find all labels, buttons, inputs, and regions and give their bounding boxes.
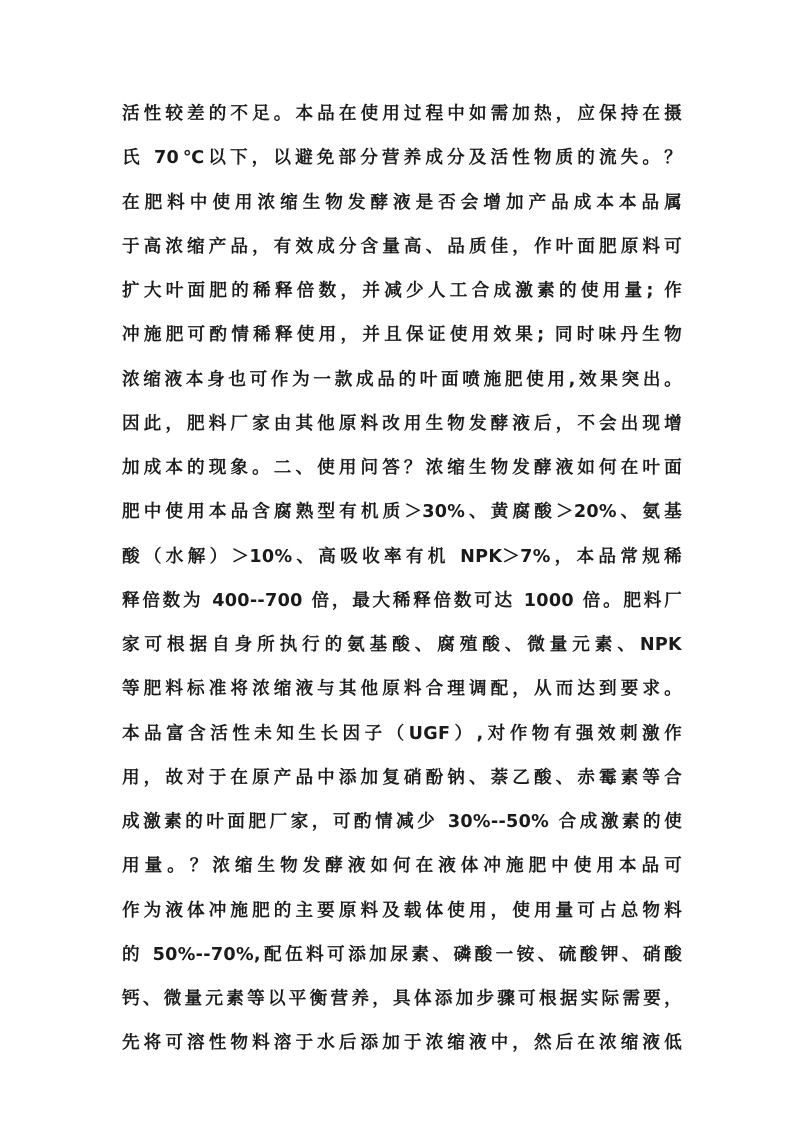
text-line: 释倍数为 400--700 倍，最大稀释倍数可达 1000 倍。肥料厂 (122, 590, 682, 611)
text-line: 活性较差的不足。本品在使用过程中如需加热，应保持在摄 (122, 104, 682, 124)
text-line: 成激素的叶面肥厂家，可酌情减少 30%--50% 合成激素的使 (122, 812, 682, 832)
text-line: 作为液体冲施肥的主要原料及载体使用，使用量可占总物料 (122, 900, 682, 921)
text-line: 冲施肥可酌情稀释使用，并且保证使用效果; 同时味丹生物 (122, 325, 682, 346)
text-line: 酸（水解）＞10%、高吸收率有机 NPK＞7%，本品常规稀 (122, 546, 682, 567)
text-line: 加成本的现象。二、使用问答？浓缩生物发酵液如何在叶面 (122, 458, 682, 478)
text-line: 在肥料中使用浓缩生物发酵液是否会增加产品成本本品属 (122, 192, 682, 213)
text-line: 用，故对于在原产品中添加复硝酚钠、萘乙酸、赤霉素等合 (122, 767, 682, 788)
body-paragraph (122, 92, 682, 1066)
text-line: 用量。？浓缩生物发酵液如何在液体冲施肥中使用本品可 (122, 856, 682, 877)
text-line: 先将可溶性物料溶于水后添加于浓缩液中，然后在浓缩液低 (122, 1033, 682, 1054)
text-line: 钙、微量元素等以平衡营养，具体添加步骤可根据实际需要， (122, 989, 682, 1009)
text-line: 家可根据自身所执行的氨基酸、腐殖酸、微量元素、NPK (122, 635, 682, 655)
text-line: 氏 70℃以下，以避免部分营养成分及活性物质的流失。？ (122, 148, 682, 169)
text-line: 等肥料标准将浓缩液与其他原料合理调配，从而达到要求。 (122, 679, 682, 700)
text-line: 肥中使用本品含腐熟型有机质＞30%、黄腐酸＞20%、氨基 (122, 502, 682, 523)
text-line: 扩大叶面肥的稀释倍数，并减少人工合成激素的使用量; 作 (122, 281, 682, 301)
text-line: 于高浓缩产品，有效成分含量高、品质佳，作叶面肥原料可 (122, 236, 682, 257)
text-line: 的 50%--70%,配伍料可添加尿素、磷酸一铵、硫酸钾、硝酸 (122, 944, 682, 965)
text-line: 因此，肥料厂家由其他原料改用生物发酵液后，不会出现增 (122, 413, 682, 434)
text-line: 本品富含活性未知生长因子（UGF）,对作物有强效刺激作 (122, 723, 682, 744)
text-line: 浓缩液本身也可作为一款成品的叶面喷施肥使用,效果突出。 (122, 369, 682, 390)
